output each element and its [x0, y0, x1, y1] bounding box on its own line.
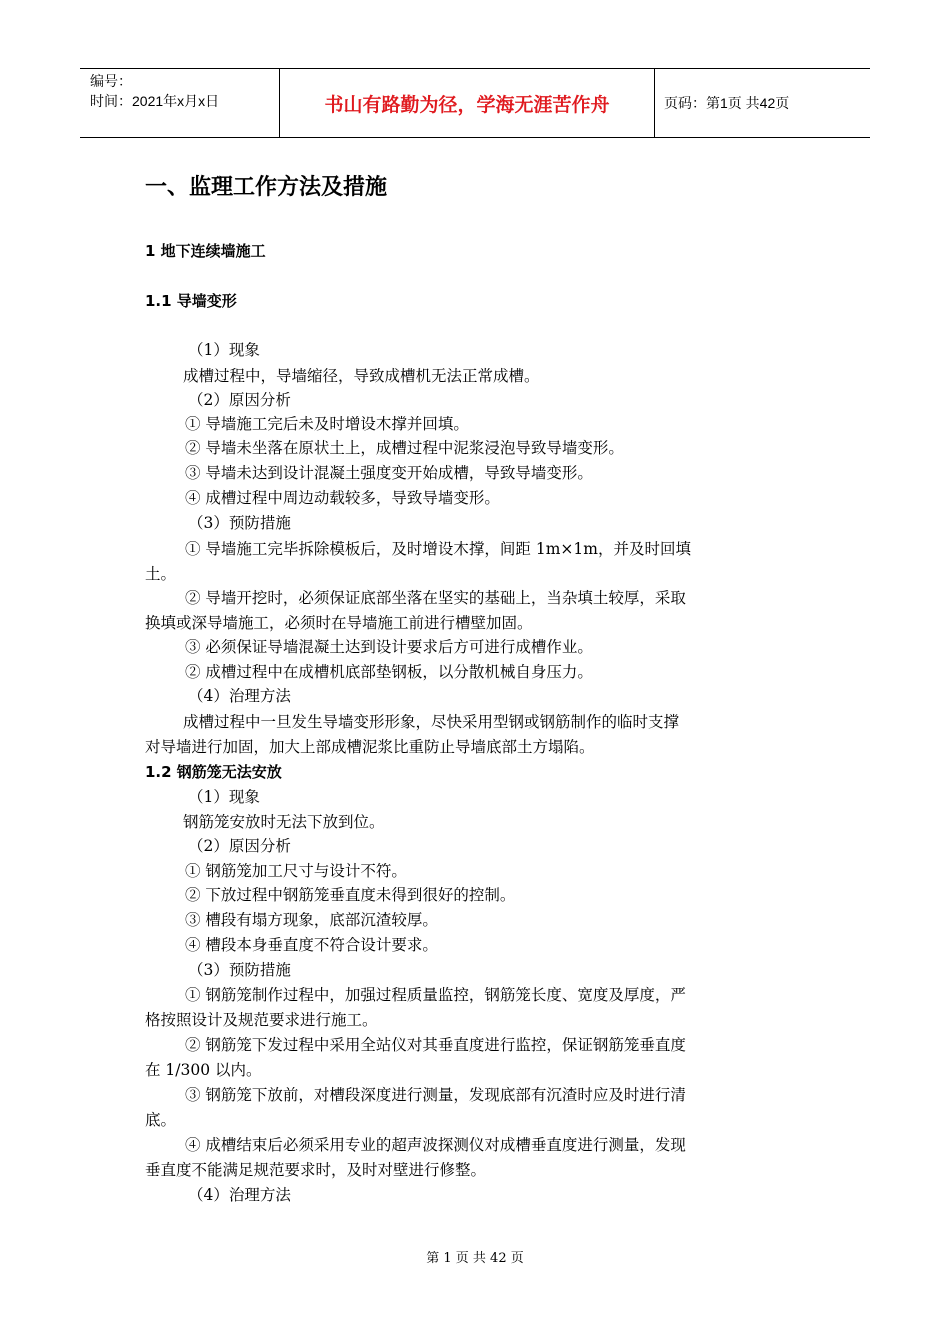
text-line: ④ 槽段本身垂直度不符合设计要求。: [185, 936, 438, 954]
date-label: 时间：2021年x月x日: [90, 93, 220, 109]
text-line: 钢筋笼安放时无法下放到位。: [183, 813, 385, 831]
text-line: ② 导墙未坐落在原状土上，成槽过程中泥浆浸泡导致导墙变形。: [185, 439, 624, 457]
text-line: （4）治理方法: [188, 1186, 291, 1204]
text-line: ② 导墙开挖时，必须保证底部坐落在坚实的基础上，当杂填土较厚，采取: [185, 589, 686, 607]
text-line: （1）现象: [188, 341, 260, 359]
text-line: 垂直度不能满足规范要求时，及时对壁进行修整。: [145, 1161, 487, 1179]
text-line: ② 下放过程中钢筋笼垂直度未得到很好的控制。: [185, 886, 516, 904]
text-line: 对导墙进行加固，加大上部成槽泥浆比重防止导墙底部土方塌陷。: [145, 738, 595, 756]
text-line: （3）预防措施: [188, 961, 291, 979]
text-line: 格按照设计及规范要求进行施工。: [145, 1011, 378, 1029]
text-line: ③ 导墙未达到设计混凝土强度变开始成槽，导致导墙变形。: [185, 464, 593, 482]
number-label: 编号：: [90, 73, 132, 89]
text-line: ④ 成槽过程中周边动载较多，导致导墙变形。: [185, 489, 500, 507]
text-line: ① 导墙施工完毕拆除模板后，及时增设木撑，间距 1m×1m，并及时回填: [185, 540, 691, 558]
text-line: （2）原因分析: [188, 837, 291, 855]
text-line: 在 1/300 以内。: [145, 1061, 262, 1079]
document-title: 一、监理工作方法及措施: [145, 175, 388, 200]
section-heading-1-1: 1.1 导墙变形: [145, 292, 237, 310]
text-line: ④ 成槽结束后必须采用专业的超声波探测仪对成槽垂直度进行测量，发现: [185, 1136, 686, 1154]
text-line: 土。: [145, 565, 177, 583]
text-line: ③ 钢筋笼下放前，对槽段深度进行测量，发现底部有沉渣时应及时进行清: [185, 1086, 686, 1104]
text-line: ③ 必须保证导墙混凝土达到设计要求后方可进行成槽作业。: [185, 638, 593, 656]
section-heading-1-2: 1.2 钢筋笼无法安放: [145, 763, 282, 781]
page-header: [80, 68, 870, 138]
text-line: （1）现象: [188, 788, 260, 806]
text-line: ② 成槽过程中在成槽机底部垫钢板，以分散机械自身压力。: [185, 663, 593, 681]
text-line: 成槽过程中一旦发生导墙变形形象，尽快采用型钢或钢筋制作的临时支撑: [183, 713, 680, 731]
header-meta: [80, 69, 280, 137]
page-footer: 第 1 页 共 42 页: [426, 1251, 524, 1266]
text-line: （2）原因分析: [188, 391, 291, 409]
text-line: （4）治理方法: [188, 687, 291, 705]
text-line: 成槽过程中，导墙缩径，导致成槽机无法正常成槽。: [183, 367, 540, 385]
text-line: ① 导墙施工完后未及时增设木撑并回填。: [185, 415, 469, 433]
header-motto: 书山有路勤为径，学海无涯苦作舟: [280, 69, 655, 137]
text-line: ③ 槽段有塌方现象，底部沉渣较厚。: [185, 911, 438, 929]
text-line: ① 钢筋笼加工尺寸与设计不符。: [185, 862, 407, 880]
text-line: ① 钢筋笼制作过程中，加强过程质量监控，钢筋笼长度、宽度及厚度，严: [185, 986, 686, 1004]
text-line: （3）预防措施: [188, 514, 291, 532]
header-page-info: 页码：第1页 共42页: [664, 95, 790, 111]
section-heading-1: 1 地下连续墙施工: [145, 242, 266, 260]
text-line: ② 钢筋笼下发过程中采用全站仪对其垂直度进行监控，保证钢筋笼垂直度: [185, 1036, 686, 1054]
text-line: 换填或深导墙施工，必须时在导墙施工前进行槽壁加固。: [145, 614, 533, 632]
text-line: 底。: [145, 1111, 177, 1129]
